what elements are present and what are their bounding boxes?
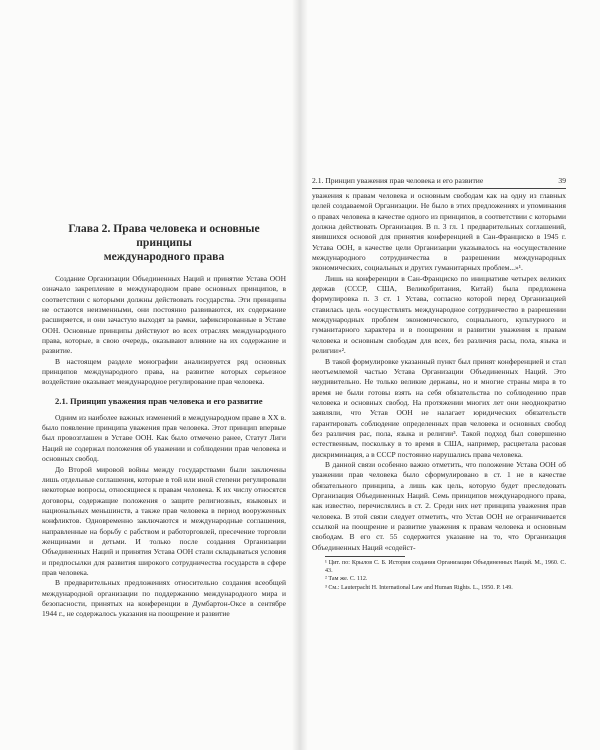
right-page	[300, 0, 600, 750]
running-head	[312, 176, 566, 189]
footnote: ³ См.: Lauterpacht H. International Law and Human Rights. L., 1950. P. 149.	[325, 584, 513, 591]
paragraph: В такой формулировке указанный пункт был принят конференцией и стал неотъемлемой частью Устава Организации Объединенных Наций. Это неудивительно. Не только великие державы, но и многие страны мира в то время не были готовы взять на себя обязательства по соблюдению прав человека и основных свобод. На протяжении многих лет они неоднократно заявляли, что Устав ООН не налагает юридических обязательств гарантировать соблюдение определенных прав человека и основных свобод без различия рас, пола, языка и религии³. Такой подход был совершенно естественным, поскольку в то время в США, например, расцветала расовая дискриминация, а в СССР постоянно нарушались права человека.	[312, 356, 566, 459]
paragraph: В данной связи особенно важно отметить, что положение Устава ООН об уважении прав человека было сформулировано в ст. 1 не в качестве обязательного принципа, а лишь как цель, которую будет преследовать Организация Объединенных Наций. Семь принципов международного права, как известно, перечислялись в ст. 2. Среди них нет принципа уважения прав человека. В этой связи следует отметить, что Устав ООН не ограничивается ссылкой на поощрение и развитие уважения к правам человека и основным свободам. В его ст. 55 содержится указание на то, что Организация Объединенных Наций «содейст-	[312, 459, 566, 552]
paragraph: В предварительных предложениях относительно создания всеобщей международной организации по поддержанию международного мира и безопасности, принятых на конференции в Думбартон-Оксе в сентябре 1944 г., не содержалось указания на поощрение и развитие	[42, 578, 286, 619]
footnote-divider	[325, 556, 405, 557]
chapter-title-line-1: Глава 2. Права человека и основные принципы	[68, 222, 260, 249]
chapter-title	[42, 222, 286, 264]
paragraph: До Второй мировой войны между государствами были заключены лишь отдельные соглашения, которые в той или иной степени регулировали некоторые вопросы, относящиеся к правам человека. К их числу относятся договоры, содержащие положения о защите религиозных, языковых и национальных меньшинств, а также прав человека в период вооруженных конфликтов. Одновременно заключаются и международные соглашения, направленные на борьбу с рабством и работорговлей, пресечение торговли женщинами и детьми. И только после создания Организации Объединенных Наций и принятия Устава ООН стали складываться условия и предпосылки для развития широкого сотрудничества государств в сфере прав человека.	[42, 464, 286, 577]
page-number: 39	[558, 176, 566, 185]
footnote: ² Там же. С. 112.	[325, 576, 368, 583]
section-heading: 2.1. Принцип уважения прав человека и его развитие	[55, 395, 263, 406]
footnote: ¹ Цит. по: Крылов С. Б. История создания Организации Объединенных Наций. М., 1960. С. 43.	[325, 560, 566, 575]
paragraph: Одним из наиболее важных изменений в международном праве в XX в. было появление принципа уважения прав человека. Этот принцип впервые был провозглашен в Уставе ООН. Как было отмечено ранее, Статут Лиги Наций не содержал положения об уважении и соблюдении прав человека и основных свобод.	[42, 412, 286, 464]
paragraph: В настоящем разделе монографии анализируется ряд основных принципов международного права, на развитие которых серьезное воздействие оказывает международное регулирование прав человека.	[42, 356, 286, 387]
running-head-title: 2.1. Принцип уважения прав человека и его развитие	[312, 176, 484, 185]
chapter-title-line-2: международного права	[103, 250, 225, 263]
paragraph: Лишь на конференции в Сан-Франциско по инициативе четырех великих держав (СССР, США, Великобритания, Китай) была предложена формулировка п. 3 ст. 1 Устава, согласно которой перед Организацией ставилась цель «осуществлять международное сотрудничество в разрешении международных проблем экономического, социального, культурного и гуманитарного характера и в поощрении и развитии уважения к правам человека и основным свободам для всех, без различия расы, пола, языка и религии»².	[312, 273, 566, 356]
paragraph: Создание Организации Объединенных Наций и принятие Устава ООН означало закрепление в международном праве основных принципов, в соответствии с которыми должны действовать государства. Эти принципы не остаются неизменными, они постоянно развиваются, их содержание расширяется, и они зачастую выходят за рамки, зафиксированные в Уставе ООН. Основные принципы действуют во всех отраслях международного права, которые, в свою очередь, оказывают влияние на их содержание и развитие.	[42, 274, 286, 356]
book-gutter	[292, 0, 308, 750]
paragraph: уважения к правам человека и основным свободам как на одну из главных целей создаваемой Организации. Не было в этих предложениях и упоминания о правах человека в качестве одного из принципов, в соответствии с которыми должна действовать Организация. В п. 3 гл. 1 предварительных соглашений, явившихся основой для принятия конференцией в Сан-Франциско в 1945 г. Устава ООН, в качестве цели Организации указывалось на «осуществление международного сотрудничества в разрешении международных экономических, социальных и других гуманитарных проблем...»¹.	[312, 191, 566, 273]
